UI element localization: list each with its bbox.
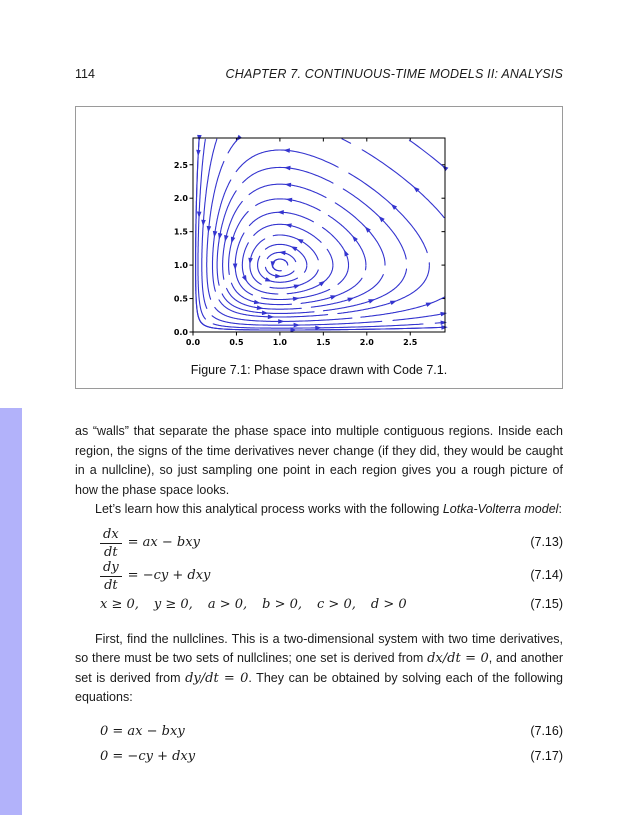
condition-term: d > 0 xyxy=(370,596,407,612)
condition-term: c > 0, xyxy=(317,596,356,612)
equation-number: (7.16) xyxy=(530,724,563,739)
text-run: . They can be obtained by solving each of the following equations: xyxy=(75,670,563,704)
condition-term: x ≥ 0, xyxy=(100,596,139,612)
equation-number: (7.15) xyxy=(530,596,563,611)
condition-term: y ≥ 0, xyxy=(153,596,193,612)
phase-plot-svg xyxy=(169,134,469,348)
svg-text:0.0: 0.0 xyxy=(173,328,188,337)
margin-accent-bar xyxy=(0,408,22,815)
fraction-numerator: dx xyxy=(100,527,122,544)
equation-block-2 xyxy=(100,720,563,770)
equation-body: = −cy + dxy xyxy=(127,568,211,584)
svg-text:0.5: 0.5 xyxy=(229,338,244,347)
paragraph-walls: as “walls” that separate the phase space into multiple contiguous regions. Inside each region, the signs of the time derivatives never change (if they did, they would be caught in a nullcline), so just sampling one point in each region gives you a rough picture of how the phase space looks. xyxy=(75,424,563,497)
equation-body xyxy=(100,595,407,615)
body-text xyxy=(75,422,563,770)
inline-math-dxdt: dx/dt = 0 xyxy=(427,651,489,666)
equation-7-14 xyxy=(100,560,563,593)
svg-text:0.5: 0.5 xyxy=(173,294,188,304)
figure-7-1 xyxy=(75,106,563,389)
chapter-running-head: CHAPTER 7. CONTINUOUS-TIME MODELS II: ANALYSIS xyxy=(225,67,563,81)
equation-7-15 xyxy=(100,593,563,617)
equation-7-17 xyxy=(100,745,563,770)
equation-7-13 xyxy=(100,527,563,560)
page-number: 114 xyxy=(75,67,95,81)
equation-number: (7.17) xyxy=(530,749,563,764)
equation-number: (7.14) xyxy=(530,568,563,583)
text-run: : xyxy=(558,502,562,516)
paragraph-nullclines xyxy=(75,630,563,708)
equation-body: 0 = −cy + dxy xyxy=(100,749,196,765)
condition-term: b > 0, xyxy=(262,596,303,612)
svg-text:0.0: 0.0 xyxy=(185,338,201,347)
paragraph-lets-learn xyxy=(75,500,563,520)
fraction-dx-dt xyxy=(100,527,122,560)
svg-text:1.5: 1.5 xyxy=(173,227,188,237)
fraction-denominator: dt xyxy=(104,544,118,560)
text-run: , and another set is derived from xyxy=(75,651,564,685)
lotka-volterra-italic: Lotka-Volterra model xyxy=(442,502,559,516)
condition-term: a > 0, xyxy=(207,596,248,612)
equation-block-1 xyxy=(100,527,563,617)
fraction-denominator: dt xyxy=(104,577,118,593)
fraction-numerator: dy xyxy=(100,560,122,577)
equation-body: 0 = ax − bxy xyxy=(100,724,185,740)
svg-text:2.0: 2.0 xyxy=(173,194,188,204)
svg-text:2.5: 2.5 xyxy=(173,160,188,170)
inline-math-dydt: dy/dt = 0 xyxy=(185,670,249,686)
svg-text:1.0: 1.0 xyxy=(173,261,188,271)
figure-caption: Figure 7.1: Phase space drawn with Code 7.1. xyxy=(190,363,448,377)
svg-text:1.5: 1.5 xyxy=(316,338,331,347)
svg-text:2.0: 2.0 xyxy=(359,338,374,347)
page-header xyxy=(75,67,563,81)
svg-text:2.5: 2.5 xyxy=(403,338,418,347)
text-run: First, find the nullclines. This is a two-dimensional system with two time derivatives, so there must be two sets of nullclines; one set is derived from xyxy=(75,631,563,665)
svg-text:1.0: 1.0 xyxy=(272,338,287,347)
text-run: Let’s learn how this analytical process works with the following xyxy=(95,502,443,516)
equation-7-16 xyxy=(100,720,563,745)
equation-number: (7.13) xyxy=(530,535,563,550)
fraction-dy-dt xyxy=(100,560,122,593)
equation-body: = ax − bxy xyxy=(127,535,200,551)
